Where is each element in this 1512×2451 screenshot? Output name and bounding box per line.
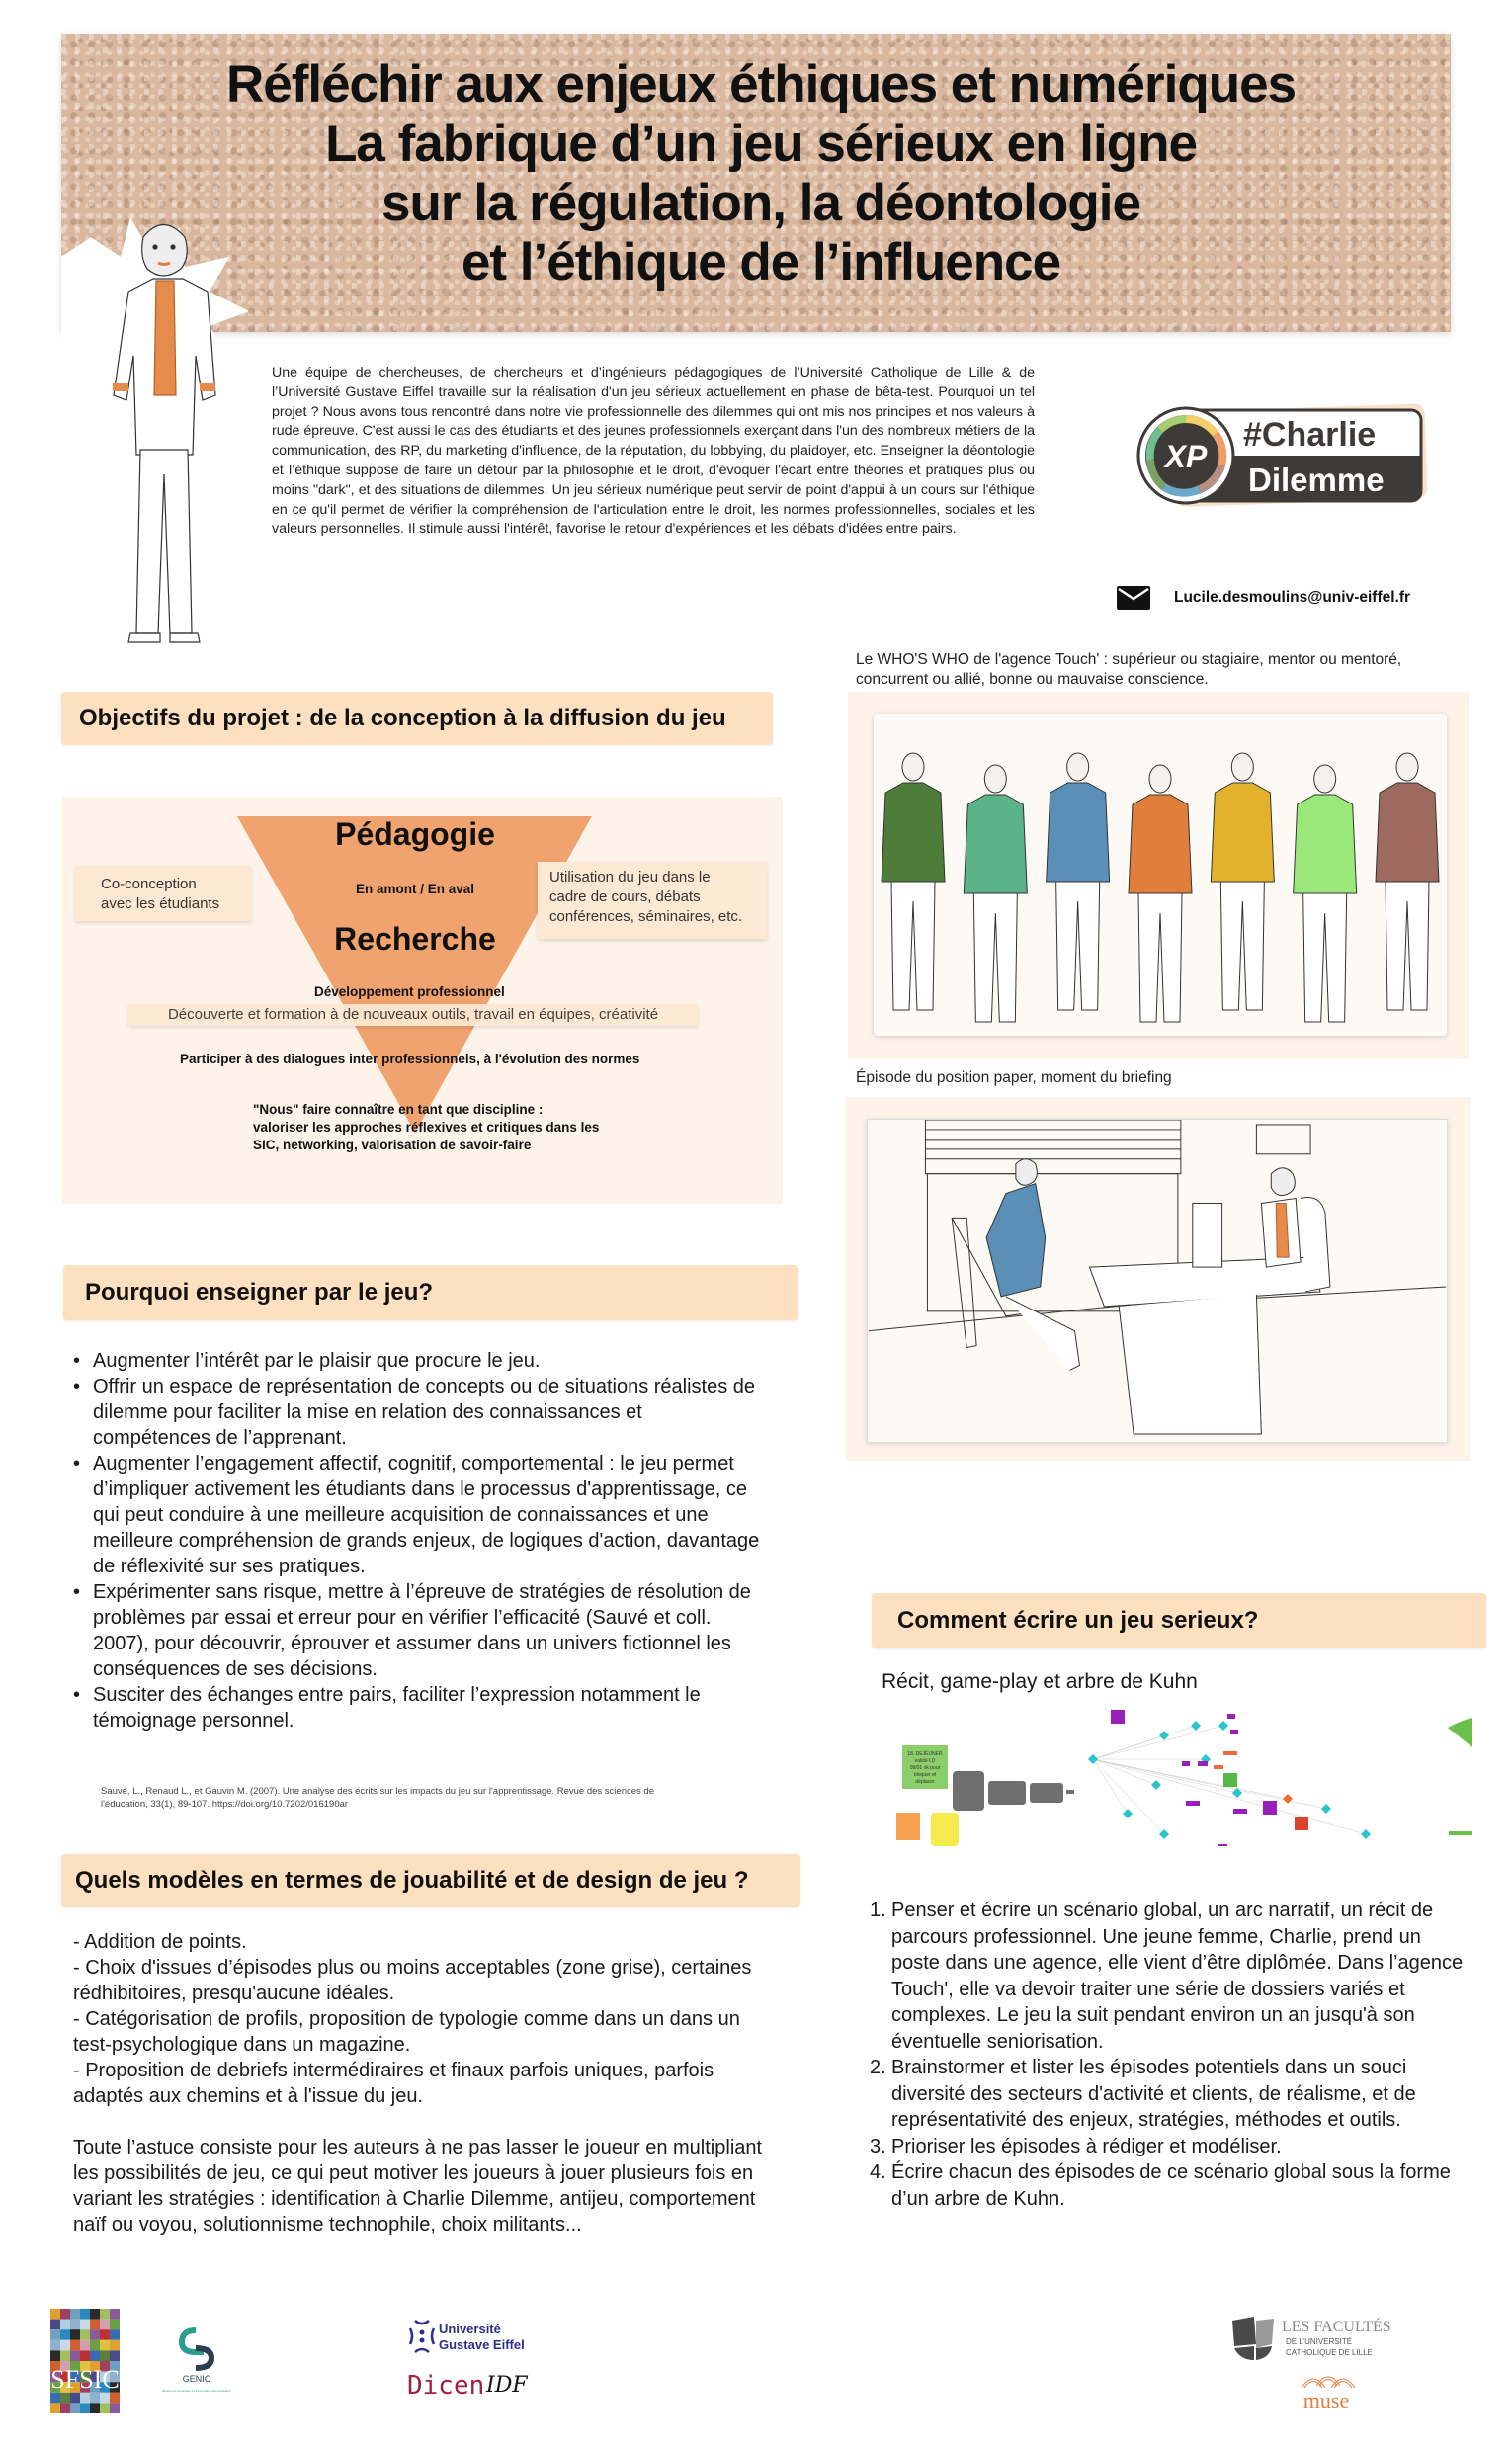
coconception-line-1: Co-conception <box>101 876 197 892</box>
list-item: • Offrir un espace de représentation de concepts ou de situations réalistes de dilemme pour faciliter la mise en relation des connaissances et compétences de l’apprenant. <box>71 1374 763 1451</box>
muse-logo <box>1277 2366 1376 2415</box>
mosaic-tile <box>90 2350 100 2361</box>
title-line-4: et l’éthique de l’influence <box>461 233 1061 292</box>
list-item: • Augmenter l’engagement affectif, cognitif, comportemental : le jeu permet d’impliquer activement les étudiants dans le processus d'apprentissage, ce qui peut conduire à une meilleure acquisition de connaissances et une meilleure compréhension de grands enjeux, de logiques d'action, davantage de réflexivité sur ses pratiques. <box>71 1451 763 1579</box>
mosaic-tile <box>110 2340 120 2351</box>
tree-outcome-node <box>1111 1710 1125 1724</box>
steps-numbered-list <box>870 1898 1472 2212</box>
character-figure <box>964 765 1027 1022</box>
tree-decision-node <box>1159 1731 1169 1740</box>
list-item <box>870 1898 1472 2055</box>
list-item: • Expérimenter sans risque, mettre à l’épreuve de stratégies de résolution de problèmes par essai et erreur pour en vérifier l’efficacité (Sauvé et coll. 2007), pour découvrir, éprouver et assumer dans un univers fictionnel les conséquences de ses décisions. <box>71 1579 763 1682</box>
mosaic-tile <box>80 2350 90 2361</box>
utilisation-line-3: conférences, séminaires, etc. <box>549 908 743 925</box>
mosaic-tile <box>70 2320 80 2330</box>
nous-line-2: valoriser les approches réflexives et critiques dans les <box>253 1120 600 1135</box>
mosaic-tile <box>90 2320 100 2330</box>
mosaic-tile <box>70 2403 80 2413</box>
mosaic-tile <box>90 2403 100 2413</box>
mosaic-tile <box>80 2320 90 2330</box>
section-header-comment: Comment écrire un jeu serieux? <box>872 1593 1486 1648</box>
tree-edge <box>1093 1759 1326 1809</box>
mosaic-tile <box>110 2393 120 2404</box>
mosaic-tile <box>60 2329 70 2340</box>
tree-decision-node <box>1123 1809 1133 1818</box>
tree-edge <box>1093 1726 1223 1759</box>
step-number: 2. <box>870 2057 886 2078</box>
tree-edge <box>1093 1726 1196 1759</box>
ucl-line-2: DE L’UNIVERSITÉ <box>1286 2337 1353 2346</box>
tree-outcome-node <box>1198 1761 1208 1766</box>
ugeiffel-line-2: Gustave Eiffel <box>439 2337 525 2352</box>
tree-outcome-node <box>1233 1809 1247 1814</box>
dicen-idf-logo <box>407 2364 536 2404</box>
briefing-caption: Épisode du position paper, moment du briefing <box>856 1069 1172 1086</box>
ucl-line-3: CATHOLIQUE DE LILLE <box>1286 2348 1373 2357</box>
decouverte-box: Découverte et formation à de nouveaux outils, travail en équipes, créativité <box>128 1004 698 1026</box>
mosaic-tile <box>50 2329 60 2340</box>
mosaic-tile <box>60 2340 70 2351</box>
mosaic-tile <box>60 2320 70 2330</box>
list-item: • Susciter des échanges entre pairs, faciliter l’expression notamment le témoignage personnel. <box>71 1682 763 1733</box>
mosaic-tile <box>50 2309 60 2320</box>
tree-outcome-node <box>1223 1751 1237 1755</box>
mosaic-tile <box>110 2350 120 2361</box>
tree-edge <box>1093 1759 1288 1799</box>
mosaic-tile <box>80 2309 90 2320</box>
mosaic-tile <box>110 2320 120 2330</box>
utilisation-line-1: Utilisation du jeu dans le <box>549 869 711 886</box>
mosaic-tile <box>110 2403 120 2413</box>
tree-outcome-node <box>1263 1801 1277 1815</box>
character-figure <box>1376 753 1439 1010</box>
sticky-note-line-4: bloquer et <box>913 1772 937 1778</box>
mosaic-tile <box>80 2329 90 2340</box>
tree-outcome-node <box>1230 1730 1238 1734</box>
sticky-note-line-2: validé LD <box>914 1758 936 1764</box>
character-figure <box>1047 753 1110 1010</box>
mosaic-tile <box>100 2320 110 2330</box>
tree-edge <box>1093 1759 1237 1793</box>
mosaic-tile <box>100 2403 110 2413</box>
amont-aval-label: En amont / En aval <box>355 882 475 896</box>
tree-outcome-node <box>1449 1831 1472 1835</box>
section-header-modeles: Quels modèles en termes de jouabilité et de design de jeu ? <box>61 1854 800 1907</box>
mosaic-tile <box>60 2403 70 2413</box>
pourquoi-bullet-list <box>71 1348 763 1733</box>
logo-badge-text: XP <box>1164 439 1208 474</box>
genic-logo <box>144 2309 249 2409</box>
mosaic-tile <box>50 2393 60 2404</box>
mosaic-tile <box>60 2350 70 2361</box>
charlie-dilemme-logo <box>1134 400 1431 509</box>
comment-subtitle: Récit, game-play et arbre de Kuhn <box>882 1670 1198 1693</box>
poster-title <box>119 55 1403 293</box>
logo-line-2: Dilemme <box>1248 462 1385 498</box>
step-number: 1. <box>870 1900 886 1921</box>
tree-edge <box>1093 1759 1366 1834</box>
sticky-note-line-5: déplacer <box>915 1779 935 1785</box>
tree-decision-node <box>1283 1794 1293 1804</box>
list-item: • Augmenter l’intérêt par le plaisir que procure le jeu. <box>71 1348 763 1374</box>
logo-line-1: #Charlie <box>1243 416 1377 454</box>
tree-decision-node <box>1151 1780 1161 1790</box>
sticky-note-orange <box>896 1813 920 1840</box>
tree-decision-node <box>1321 1804 1331 1814</box>
mosaic-tile <box>50 2340 60 2351</box>
sticky-note-yellow <box>931 1813 959 1846</box>
briefing-scene-illustration <box>867 1119 1448 1443</box>
character-figure <box>1129 765 1192 1022</box>
tree-outcome-node <box>1186 1801 1200 1806</box>
step-text: Prioriser les épisodes à rédiger et modéliser. <box>891 2135 1282 2157</box>
coconception-line-2: avec les étudiants <box>101 895 220 912</box>
tree-node-gray <box>988 1781 1026 1805</box>
step-text: Penser et écrire un scénario global, un arc narratif, un récit de parcours professionnel. Une jeune femme, Charlie, prend un poste dans une agence, elle vient d’être diplômée. Dans l’agence Touch', elle va devoir traiter une série de dossiers variés et complexes. Le jeu la suit pendant environ un an jusqu'à son éventuelle seniorisation. <box>891 1900 1464 2053</box>
dicen-idf-text: IDF <box>486 2373 528 2398</box>
mosaic-tile <box>80 2340 90 2351</box>
utilisation-line-2: cadre de cours, débats <box>549 888 701 905</box>
step-text: Brainstormer et lister les épisodes potentiels dans un souci diversité des secteurs d'activité et clients, de réalisme, et de représentativité des enjeux, stratégies, méthodes et outils. <box>891 2057 1416 2131</box>
mosaic-tile <box>100 2340 110 2351</box>
mosaic-tile <box>100 2309 110 2320</box>
modeles-text: - Addition de points. - Choix d'issues d’épisodes plus ou moins acceptables (zone grise), certaines rédhibitoires, presqu'aucune idéales. - Catégorisation de profils, proposition de typologie comme dans un dans un test-psychologique dans un magazine. - Proposition de debriefs intermédiraires et finaux parfois uniques, parfois adaptés aux chemins et à l'issue du jeu. Toute l’astuce consiste pour les auteurs à ne pas lasser le joueur en multipliant les possibilités de jeu, ce qui peut motiver les joueurs à jouer plusieurs fois en variant les stratégies : identification à Charlie Dilemme, antijeu, comportement naïf ou voyou, solutionnisme technophile, choix militants... <box>73 1931 763 2236</box>
tree-outcome-node <box>1214 1765 1223 1769</box>
mosaic-tile <box>70 2393 80 2404</box>
tree-decision-node <box>1361 1829 1371 1839</box>
genic-text: GENIC <box>182 2374 211 2384</box>
list-item <box>870 2159 1472 2212</box>
tree-outcome-node <box>1227 1714 1235 1719</box>
tree-node-gray <box>1030 1783 1063 1803</box>
dialogues-label: Participer à des dialogues inter professionnels, à l'évolution des normes <box>180 1052 640 1066</box>
character-figure <box>1211 753 1274 1010</box>
mosaic-tile <box>90 2309 100 2320</box>
section-header-objectifs: Objectifs du projet : de la conception à la diffusion du jeu <box>61 692 773 745</box>
character-figure <box>1294 765 1357 1022</box>
tree-edge <box>1093 1759 1156 1785</box>
tree-decision-node <box>1218 1721 1228 1731</box>
sticky-note-line-3: 09/01 ok pour <box>909 1765 941 1771</box>
mosaic-tile <box>80 2393 90 2404</box>
mosaic-tile <box>90 2393 100 2404</box>
mosaic-tile <box>50 2350 60 2361</box>
nous-line-1: "Nous" faire connaître en tant que discipline : <box>253 1102 544 1117</box>
mosaic-tile <box>100 2329 110 2340</box>
whoswho-caption: Le WHO'S WHO de l'agence Touch' : supérieur ou stagiaire, mentor ou mentoré, concurrent ou allié, bonne ou mauvaise conscience. <box>856 651 1402 688</box>
universite-gustave-eiffel-logo <box>407 2317 526 2356</box>
utilisation-box <box>538 862 767 939</box>
sfsic-text: SFSIC <box>50 2365 120 2394</box>
dicen-text: Dicen <box>407 2371 485 2401</box>
mosaic-tile <box>50 2320 60 2330</box>
mosaic-tile <box>70 2340 80 2351</box>
email-link[interactable]: Lucile.desmoulins@univ-eiffel.fr <box>1174 589 1411 606</box>
step-number: 4. <box>870 2161 886 2183</box>
dev-pro-label: Développement professionnel <box>314 984 505 999</box>
sfsic-logo <box>50 2309 120 2413</box>
tree-node-gray <box>953 1771 984 1811</box>
corner-green-shape <box>1448 1718 1472 1747</box>
mosaic-tile <box>80 2403 90 2413</box>
genic-subtext: Éthique et numérique en information communication <box>162 2389 231 2393</box>
muse-text: muse <box>1302 2388 1350 2412</box>
kuhn-tree-diagram <box>870 1698 1472 1846</box>
mosaic-tile <box>70 2329 80 2340</box>
title-line-1: Réfléchir aux enjeux éthiques et numériques <box>225 55 1297 114</box>
universite-catholique-lille-logo <box>1230 2315 1418 2362</box>
step-text: Écrire chacun des épisodes de ce scénario global sous la forme d’un arbre de Kuhn. <box>891 2161 1451 2210</box>
envelope-icon <box>1117 586 1150 610</box>
coconception-box <box>75 866 251 921</box>
recherche-label: Recherche <box>334 921 496 957</box>
title-line-2: La fabrique d’un jeu sérieux en ligne <box>325 115 1197 173</box>
intro-paragraph: Une équipe de chercheuses, de chercheurs et d’ingénieurs pédagogiques de l’Université Catholique de Lille & de l’Université Gustave Eiffel travaille sur la réalisation d'un jeu sérieux actuellement en phase de bêta-test. Pourquoi un tel projet ? Nous avons tous rencontré dans notre vie professionnelle des dilemmes qui ont mis nos principes et nos valeurs à rude épreuve. C'est aussi le cas des étudiants et des jeunes professionnels exerçant dans l'un des nombreux métiers de la communication, des RP, du marketing d'influence, de la réputation, du lobbying, du plaidoyer, etc. Enseigner la déontologie et l’éthique suppose de faire un détour par la philosophie et le droit, d'évoquer l'écart entre théories et pratiques plus ou moins "dark", et des situations de dilemmes. Un jeu sérieux numérique peut servir de point d'appui à un cours sur l'éthique en ce qu'il permet de vérifier la compréhension de l'articulation entre le droit, les normes professionnelles, sociales et les valeurs personnelles. Il stimule aussi l'intérêt, favorise le retour d'expériences et les débats d'idées entre pairs. <box>272 365 1035 538</box>
pedagogie-label: Pédagogie <box>335 816 495 852</box>
title-line-3: sur la régulation, la déontologie <box>381 174 1140 232</box>
list-item <box>870 2055 1472 2134</box>
tree-edge <box>1093 1759 1164 1834</box>
nous-line-3: SIC, networking, valorisation de savoir-faire <box>253 1138 532 1152</box>
ugeiffel-line-1: Université <box>439 2322 501 2336</box>
tree-outcome-node <box>1218 1844 1227 1846</box>
tree-outcome-node <box>1295 1817 1308 1830</box>
mosaic-tile <box>50 2403 60 2413</box>
mosaic-tile <box>100 2350 110 2361</box>
contact-email-row[interactable] <box>1117 583 1410 613</box>
mosaic-tile <box>110 2309 120 2320</box>
reference-citation: Sauvé, L., Renaud L., et Gauvin M. (2007). Une analyse des écrits sur les impacts du jeu sur l'apprentissage. Revue des sciences de l'éducation, 33(1), 89-107. https://doi.org/10.7202/016190ar <box>101 1786 654 1810</box>
mosaic-tile <box>60 2309 70 2320</box>
sticky-note-line-1: 18. DEJEUNER <box>907 1751 943 1757</box>
step-number: 3. <box>870 2135 886 2157</box>
mosaic-tile <box>90 2340 100 2351</box>
ucl-line-1: LES FACULTÉS <box>1282 2319 1391 2335</box>
nous-label <box>253 1101 599 1154</box>
tree-outcome-node <box>1182 1761 1190 1766</box>
sticky-note-green <box>902 1745 948 1789</box>
mosaic-tile <box>70 2309 80 2320</box>
tree-decision-node <box>1191 1721 1201 1731</box>
mosaic-tile <box>100 2393 110 2404</box>
mosaic-tile <box>90 2329 100 2340</box>
tree-node-gray <box>1066 1790 1074 1794</box>
character-figure <box>882 753 945 1010</box>
mosaic-tile <box>60 2393 70 2404</box>
characters-lineup-illustration <box>874 714 1447 1036</box>
section-header-pourquoi: Pourquoi enseigner par le jeu? <box>63 1265 798 1320</box>
list-item <box>870 2134 1472 2160</box>
tree-outcome-node <box>1223 1773 1237 1787</box>
mosaic-tile <box>110 2329 120 2340</box>
mosaic-tile <box>70 2350 80 2361</box>
